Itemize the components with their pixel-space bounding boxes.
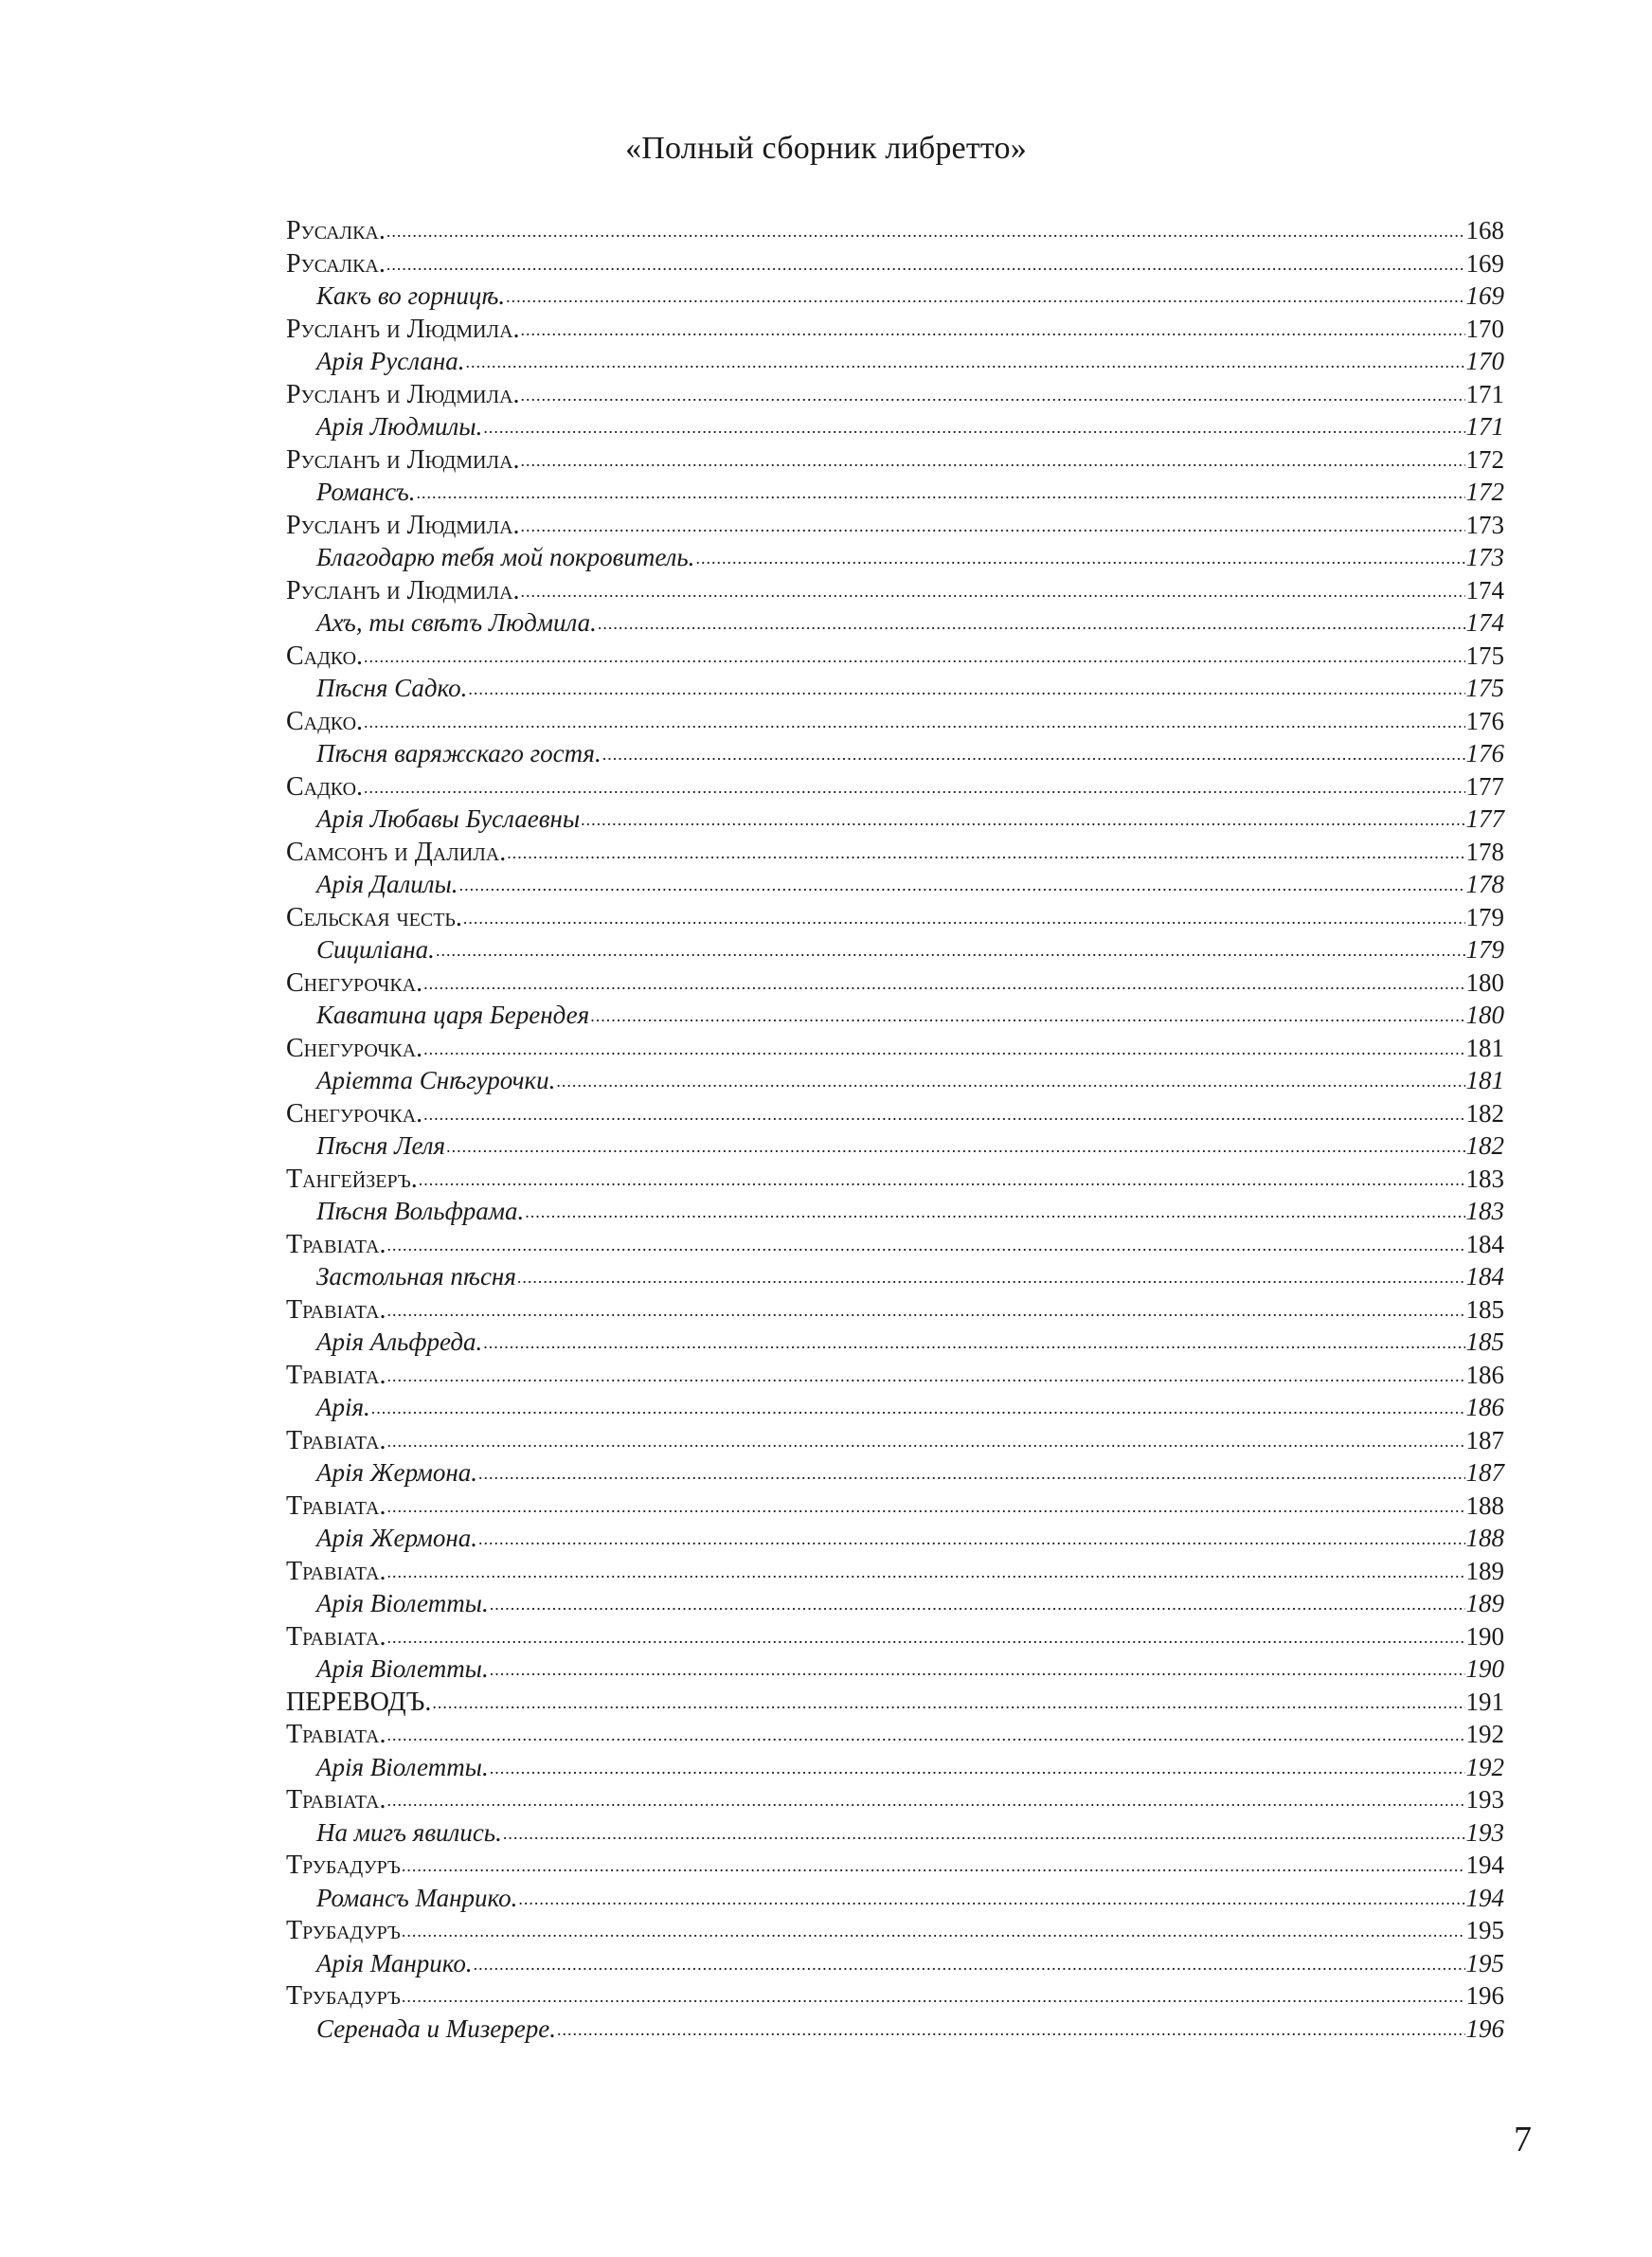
toc-subentry (286, 933, 1504, 966)
toc-page-number: 175 (1465, 674, 1504, 702)
dot-leader (371, 1389, 1465, 1425)
toc-page-number: 188 (1465, 1524, 1504, 1552)
toc-page-number: 178 (1465, 837, 1504, 866)
toc-page-number: 178 (1465, 870, 1504, 898)
toc-title: Арія. (316, 1393, 370, 1421)
toc-page-number: 196 (1465, 1981, 1504, 2010)
dot-leader (490, 1651, 1465, 1687)
toc-title: Снегурочка. (286, 1033, 423, 1063)
toc-title: Арія Любавы Буслаевны (316, 804, 581, 833)
toc-page-number: 171 (1465, 379, 1504, 408)
toc-subentry (286, 1947, 1504, 1980)
toc-title: Садко. (286, 706, 364, 736)
dot-leader (386, 1618, 1464, 1654)
toc-title: Арія Далилы. (316, 870, 458, 898)
toc-page-number: 186 (1465, 1360, 1504, 1389)
toc-page-number: 187 (1465, 1425, 1504, 1454)
toc-title: Русланъ и Людмила. (286, 510, 520, 540)
toc-entry (286, 1359, 1504, 1392)
toc-page-number: 170 (1465, 347, 1504, 375)
toc-title: На мигъ явились. (316, 1817, 502, 1847)
dot-leader (483, 1324, 1464, 1360)
toc-entry (286, 1914, 1504, 1947)
toc-entry (286, 1686, 1504, 1719)
dot-leader (364, 703, 1464, 739)
toc-page-number: 179 (1465, 935, 1504, 964)
dot-leader (598, 605, 1465, 641)
toc-title: ПЕРЕВОДЪ. (286, 1687, 432, 1717)
toc-title: Арія Жермона. (316, 1458, 478, 1487)
dot-leader (386, 1781, 1464, 1817)
toc-subentry (286, 1816, 1504, 1850)
toc-page-number: 188 (1465, 1490, 1504, 1520)
dot-leader (402, 1912, 1465, 1948)
toc-subentry (286, 1652, 1504, 1686)
dot-leader (521, 311, 1465, 347)
toc-page-number: 174 (1465, 608, 1504, 637)
toc-subentry (286, 606, 1504, 640)
toc-title: Романсъ Манрико. (316, 1883, 518, 1912)
toc-page-number: 187 (1465, 1458, 1504, 1487)
dot-leader (446, 1128, 1464, 1164)
dot-leader (386, 1422, 1464, 1458)
toc-page-number: 174 (1465, 575, 1504, 605)
toc-title: Трубадуръ (286, 1981, 401, 2011)
toc-entry (286, 214, 1504, 247)
dot-leader (695, 539, 1464, 575)
toc-page-number: 173 (1465, 510, 1504, 539)
toc-entry (286, 1163, 1504, 1196)
toc-subentry (286, 1064, 1504, 1097)
dot-leader (590, 997, 1464, 1033)
toc-page-number: 169 (1465, 248, 1504, 278)
toc-subentry (286, 1751, 1504, 1784)
toc-entry (286, 443, 1504, 477)
toc-entry (286, 1424, 1504, 1457)
toc-page-number: 168 (1465, 216, 1504, 244)
toc-page-number: 177 (1465, 771, 1504, 801)
toc-page-number: 181 (1465, 1066, 1504, 1094)
toc-subentry (286, 1391, 1504, 1424)
toc-entry (286, 247, 1504, 280)
dot-leader (474, 1945, 1465, 1981)
dot-leader (423, 1095, 1464, 1131)
dot-leader (602, 735, 1465, 771)
toc-page-number: 182 (1465, 1131, 1504, 1160)
dot-leader (525, 1193, 1464, 1229)
toc-title: Травіата. (286, 1785, 386, 1815)
dot-leader (490, 1749, 1465, 1785)
toc-title: Травіата. (286, 1621, 386, 1652)
dot-leader (483, 408, 1464, 444)
toc-subentry (286, 410, 1504, 443)
dot-leader (432, 1684, 1464, 1720)
toc-subentry (286, 999, 1504, 1032)
toc-entry (286, 770, 1504, 803)
toc-subentry (286, 2013, 1504, 2046)
toc-page-number: 175 (1465, 641, 1504, 670)
toc-title: Пѣсня Леля (316, 1131, 446, 1160)
dot-leader (490, 1585, 1465, 1621)
toc-title: Арія Віолетты. (316, 1589, 489, 1617)
toc-subentry (286, 1129, 1504, 1163)
toc-page-number: 172 (1465, 478, 1504, 506)
dot-leader (521, 507, 1465, 543)
toc-title: Застольная пѣсня (316, 1262, 516, 1291)
dot-leader (417, 474, 1465, 510)
toc-title: Травіата. (286, 1556, 386, 1586)
toc-entry (286, 1097, 1504, 1130)
toc-page-number: 190 (1465, 1621, 1504, 1651)
dot-leader (466, 343, 1465, 379)
toc-subentry (286, 1522, 1504, 1555)
toc-title: Пѣсня варяжскаго гостя. (316, 739, 602, 767)
dot-leader (386, 245, 1465, 281)
dot-leader (518, 1880, 1464, 1916)
toc-entry (286, 1490, 1504, 1523)
toc-title: Травіата. (286, 1490, 386, 1521)
page-title: «Полный сборник либретто» (625, 131, 1027, 166)
toc-subentry (286, 1456, 1504, 1490)
toc-title: Снегурочка. (286, 967, 423, 998)
toc-subentry (286, 737, 1504, 770)
toc-title: Травіата. (286, 1294, 386, 1325)
toc-page-number: 195 (1465, 1916, 1504, 1944)
dot-leader (386, 212, 1465, 248)
toc-page-number: 182 (1465, 1098, 1504, 1128)
dot-leader (507, 834, 1464, 870)
toc-title: Русалка. (286, 216, 386, 245)
toc-title: Арія Людмилы. (316, 412, 483, 441)
toc-subentry (286, 672, 1504, 705)
dot-leader (402, 1977, 1465, 2013)
toc-entry (286, 1032, 1504, 1065)
toc-page-number: 169 (1465, 281, 1504, 310)
toc-page-number: 189 (1465, 1556, 1504, 1585)
toc-subentry (286, 868, 1504, 901)
dot-leader (556, 1062, 1464, 1098)
toc-page-number: 170 (1465, 314, 1504, 343)
toc-page-number: 179 (1465, 902, 1504, 931)
dot-leader (386, 1716, 1464, 1752)
dot-leader (364, 768, 1464, 804)
toc-entry (286, 1293, 1504, 1327)
dot-leader (386, 1291, 1464, 1327)
toc-title: Пѣсня Вольфрама. (316, 1197, 525, 1225)
dot-leader (557, 2011, 1465, 2047)
dot-leader (423, 965, 1464, 1001)
dot-leader (521, 376, 1465, 412)
toc-page-number: 183 (1465, 1197, 1504, 1225)
toc-page-number: 184 (1465, 1262, 1504, 1291)
toc-title: Какъ во горницѣ. (316, 281, 506, 310)
page-number: 7 (1514, 2120, 1532, 2159)
toc-entry (286, 901, 1504, 934)
toc-entry (286, 1718, 1504, 1751)
toc-title: Сельская честь. (286, 902, 462, 932)
toc-title: Травіата. (286, 1229, 386, 1259)
dot-leader (581, 801, 1464, 837)
toc-entry (286, 1555, 1504, 1588)
toc-page-number: 177 (1465, 804, 1504, 833)
toc-title: Арія Віолетты. (316, 1752, 489, 1781)
toc-page-number: 189 (1465, 1589, 1504, 1617)
toc-page-number: 193 (1465, 1817, 1504, 1847)
toc-page-number: 180 (1465, 967, 1504, 997)
toc-page-number: 176 (1465, 706, 1504, 735)
toc-entry (286, 378, 1504, 411)
toc-title: Снегурочка. (286, 1098, 423, 1128)
toc-title: Арія Манрико. (316, 1948, 473, 1977)
toc-page-number: 171 (1465, 412, 1504, 441)
dot-leader (506, 278, 1464, 314)
toc-subentry (286, 280, 1504, 313)
dot-leader (478, 1520, 1464, 1556)
toc-page-number: 194 (1465, 1851, 1504, 1879)
toc-entry (286, 509, 1504, 542)
dot-leader (402, 1847, 1465, 1883)
toc-entry (286, 1979, 1504, 2013)
toc-subentry (286, 1587, 1504, 1620)
toc-title: Русланъ и Людмила. (286, 314, 520, 344)
toc-entry (286, 574, 1504, 607)
toc-title: Арія Альфреда. (316, 1327, 483, 1356)
toc-title: Самсонъ и Далила. (286, 837, 507, 867)
toc-entry (286, 836, 1504, 869)
toc-page-number: 194 (1465, 1883, 1504, 1912)
dot-leader (459, 866, 1465, 902)
toc-subentry (286, 1882, 1504, 1915)
dot-leader (521, 442, 1465, 478)
toc-subentry (286, 476, 1504, 509)
toc-entry (286, 1620, 1504, 1653)
dot-leader (468, 670, 1464, 706)
toc-entry (286, 1228, 1504, 1261)
dot-leader (521, 572, 1465, 608)
toc-title: Травіата. (286, 1720, 386, 1749)
toc-page-number: 173 (1465, 543, 1504, 571)
table-of-contents (286, 214, 1504, 2045)
toc-entry (286, 1849, 1504, 1882)
toc-title: Сициліана. (316, 935, 435, 964)
toc-title: Садко. (286, 771, 364, 802)
toc-page-number: 190 (1465, 1654, 1504, 1683)
toc-page-number: 185 (1465, 1327, 1504, 1356)
dot-leader (478, 1454, 1464, 1490)
toc-title: Русланъ и Людмила. (286, 575, 520, 605)
toc-page-number: 192 (1465, 1752, 1504, 1781)
dot-leader (419, 1161, 1465, 1197)
toc-title: Каватина царя Берендея (316, 1001, 590, 1029)
toc-page-number: 176 (1465, 739, 1504, 767)
toc-page-number: 184 (1465, 1229, 1504, 1258)
toc-entry (286, 966, 1504, 1000)
toc-title: Арія Руслана. (316, 347, 465, 375)
toc-title: Арія Віолетты. (316, 1654, 489, 1683)
toc-subentry (286, 1326, 1504, 1359)
toc-title: Романсъ. (316, 478, 416, 506)
toc-subentry (286, 803, 1504, 836)
toc-title: Трубадуръ (286, 1916, 401, 1945)
toc-title: Серенада и Мизерере. (316, 2013, 556, 2043)
toc-title: Русланъ и Людмила. (286, 444, 520, 475)
dot-leader (386, 1226, 1464, 1262)
toc-page-number: 191 (1465, 1687, 1504, 1716)
toc-page-number: 186 (1465, 1393, 1504, 1421)
toc-entry (286, 705, 1504, 738)
toc-entry (286, 313, 1504, 346)
toc-entry (286, 640, 1504, 673)
toc-title: Ахъ, ты свѣтъ Людмила. (316, 608, 597, 637)
toc-title: Трубадуръ (286, 1851, 401, 1880)
toc-subentry (286, 1195, 1504, 1228)
toc-page-number: 185 (1465, 1294, 1504, 1324)
toc-subentry (286, 1260, 1504, 1293)
toc-page-number: 172 (1465, 444, 1504, 474)
toc-title: Арія Жермона. (316, 1524, 478, 1552)
toc-title: Садко. (286, 641, 364, 671)
dot-leader (386, 1488, 1464, 1524)
dot-leader (386, 1357, 1464, 1393)
toc-page-number: 181 (1465, 1033, 1504, 1062)
dot-leader (436, 931, 1465, 967)
toc-page-number: 195 (1465, 1948, 1504, 1977)
toc-title: Пѣсня Садко. (316, 674, 468, 702)
toc-title: Благодарю тебя мой покровитель. (316, 543, 695, 571)
toc-title: Травіата. (286, 1425, 386, 1455)
toc-entry (286, 1783, 1504, 1816)
toc-subentry (286, 541, 1504, 574)
toc-page-number: 183 (1465, 1164, 1504, 1193)
toc-page-number: 196 (1465, 2013, 1504, 2043)
toc-title: Русалка. (286, 248, 386, 279)
toc-subentry (286, 345, 1504, 378)
toc-page-number: 192 (1465, 1720, 1504, 1748)
toc-page-number: 180 (1465, 1001, 1504, 1029)
dot-leader (386, 1553, 1464, 1589)
dot-leader (423, 1030, 1464, 1066)
toc-title: Русланъ и Людмила. (286, 379, 520, 409)
toc-title: Аріетта Снѣгурочки. (316, 1066, 556, 1094)
toc-page-number: 193 (1465, 1785, 1504, 1814)
toc-title: Травіата. (286, 1360, 386, 1390)
dot-leader (364, 638, 1464, 674)
dot-leader (463, 899, 1465, 935)
dot-leader (503, 1815, 1465, 1851)
dot-leader (517, 1258, 1465, 1294)
toc-title: Тангейзеръ. (286, 1164, 418, 1194)
